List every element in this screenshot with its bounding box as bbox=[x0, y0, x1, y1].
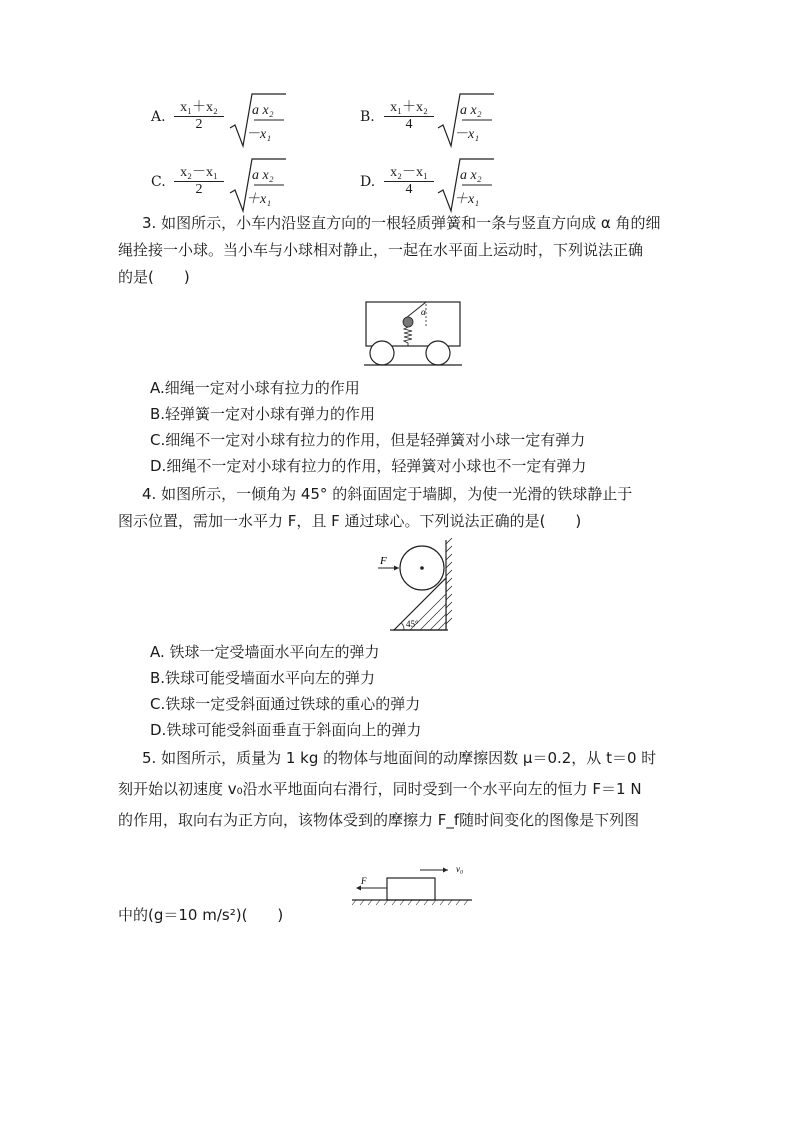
option-b: B.轻弹簧一定对小球有弹力的作用 bbox=[150, 405, 376, 423]
ball bbox=[403, 317, 413, 327]
angle-label: α bbox=[421, 307, 426, 317]
option-label: B. bbox=[360, 109, 375, 125]
arrow-icon bbox=[443, 868, 448, 873]
option-label: D. bbox=[360, 174, 376, 190]
force-label: F bbox=[380, 555, 387, 567]
wheel bbox=[426, 341, 450, 365]
option-label: A. bbox=[151, 109, 166, 125]
option-d: D.铁球可能受斜面垂直于斜面向上的弹力 bbox=[150, 721, 422, 739]
option-c: C.细绳不一定对小球有拉力的作用，但是轻弹簧对小球一定有弹力 bbox=[150, 431, 586, 449]
force-label: F bbox=[361, 876, 367, 886]
question-text: 的是( ) bbox=[118, 268, 190, 286]
fraction: $\frac{\text{x₂－x₁}}{4}$ bbox=[384, 161, 434, 198]
option-a: A. 铁球一定受墙面水平向左的弹力 bbox=[150, 643, 380, 661]
incline-figure bbox=[370, 538, 460, 634]
cart-figure bbox=[364, 298, 464, 368]
question-text: 图示位置，需加一水平力 F，且 F 通过球心。下列说法正确的是( ) bbox=[118, 512, 582, 530]
spring bbox=[404, 327, 412, 346]
option-label: C. bbox=[151, 174, 166, 190]
question-text: 绳拴接一小球。当小车与小球相对静止，一起在水平面上运动时，下列说法正确 bbox=[118, 241, 644, 259]
velocity-label: v₀ bbox=[456, 864, 464, 874]
question-text: 刻开始以初速度 v₀沿水平地面向右滑行，同时受到一个水平向左的恒力 F＝1 N bbox=[118, 780, 642, 798]
option-a: A.细绳一定对小球有拉力的作用 bbox=[150, 379, 360, 397]
arrow-icon bbox=[356, 886, 361, 891]
option-c: C.铁球一定受斜面通过铁球的重心的弹力 bbox=[150, 695, 421, 713]
option-b: B.铁球可能受墙面水平向左的弹力 bbox=[150, 669, 376, 687]
fraction: $\frac{\text{x₂－x₁}}{2}$ bbox=[174, 161, 224, 198]
question-text: 5. 如图所示，质量为 1 kg 的物体与地面间的动摩擦因数 μ＝0.2，从 t＝0 时 bbox=[142, 749, 657, 767]
option-d: D.细绳不一定对小球有拉力的作用，轻弹簧对小球也不一定有弹力 bbox=[150, 457, 587, 475]
fraction: $\frac{\text{x₁＋x₂}}{2}$ bbox=[174, 96, 224, 133]
question-text: 中的(g＝10 m/s²)( ) bbox=[118, 906, 284, 924]
angle-label: 45° bbox=[406, 619, 419, 629]
question-text: 4. 如图所示，一倾角为 45° 的斜面固定于墙脚，为使一光滑的铁球静止于 bbox=[142, 485, 633, 503]
block bbox=[387, 878, 435, 900]
arrow-icon bbox=[394, 566, 399, 571]
question-text: 的作用，取向右为正方向，该物体受到的摩擦力 F_f随时间变化的图像是下列图 bbox=[118, 811, 640, 829]
question-text: 3. 如图所示，小车内沿竖直方向的一根轻质弹簧和一条与竖直方向成 α 角的细 bbox=[142, 214, 661, 232]
block-figure bbox=[350, 858, 474, 908]
fraction: $\frac{\text{x₁＋x₂}}{4}$ bbox=[384, 96, 434, 133]
wheel bbox=[370, 341, 394, 365]
